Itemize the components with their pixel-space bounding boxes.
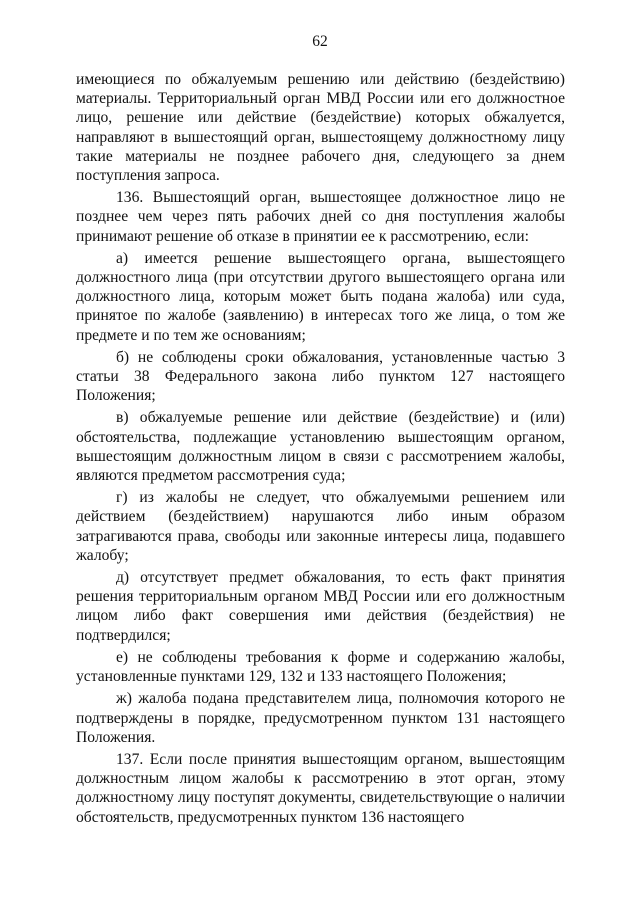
paragraph-136: 136. Вышестоящий орган, вышестоящее должностное лицо не позднее чем через пять рабочих дней со дня поступления жалобы принимают решение об отказе в принятии ее к рассмотрению, если: bbox=[76, 189, 565, 245]
paragraph-136-v: в) обжалуемые решение или действие (бездействие) и (или) обстоятельства, подлежащие установлению вышестоящим органом, вышестоящим должностным лицом в связи с рассмотрением жалобы, являются предметом рассмотрения суда; bbox=[76, 409, 565, 485]
paragraph-137: 137. Если после принятия вышестоящим органом, вышестоящим должностным лицом жалобы к рассмотрению в этот орган, этому должностному лицу поступят документы, свидетельствующие о наличии обстоятельств, предусмотренных пунктом 136 настоящего bbox=[76, 750, 565, 826]
paragraph-136-a: а) имеется решение вышестоящего органа, вышестоящего должностного лица (при отсутствии другого вышестоящего органа или должностного лица, которым может быть подана жалоба) или суда, принятое по жалобе (заявлению) в интересах того же лица, о том же предмете и по тем же основаниям; bbox=[76, 249, 565, 344]
page-number: 62 bbox=[312, 33, 328, 50]
paragraph-136-e: е) не соблюдены требования к форме и содержанию жалобы, установленные пунктами 129, 132 и 133 настоящего Положения; bbox=[76, 648, 565, 686]
paragraph-136-zh: ж) жалоба подана представителем лица, полномочия которого не подтверждены в порядке, предусмотренном пунктом 131 настоящего Положения. bbox=[76, 690, 565, 746]
paragraph-136-b: б) не соблюдены сроки обжалования, установленные частью 3 статьи 38 Федерального закона либо пунктом 127 настоящего Положения; bbox=[76, 348, 565, 405]
paragraph-continuation: имеющиеся по обжалуемым решению или действию (бездействию) материалы. Территориальный орган МВД России или его должностное лицо, решение или действие (бездействие) которых обжалуется, направляют в вышестоящий орган, вышестоящему должностному лицу такие материалы не позднее рабочего дня, следующего за днем поступления запроса. bbox=[76, 71, 565, 185]
document-body bbox=[76, 70, 565, 830]
paragraph-136-d: д) отсутствует предмет обжалования, то есть факт принятия решения территориальным органом МВД России или его должностным лицом либо факт совершения ими действия (бездействия) не подтвердился; bbox=[76, 569, 565, 644]
paragraph-136-g: г) из жалобы не следует, что обжалуемыми решением или действием (бездействием) нарушаются либо иным образом затрагиваются права, свободы или законные интересы лица, подавшего жалобу; bbox=[76, 489, 565, 564]
